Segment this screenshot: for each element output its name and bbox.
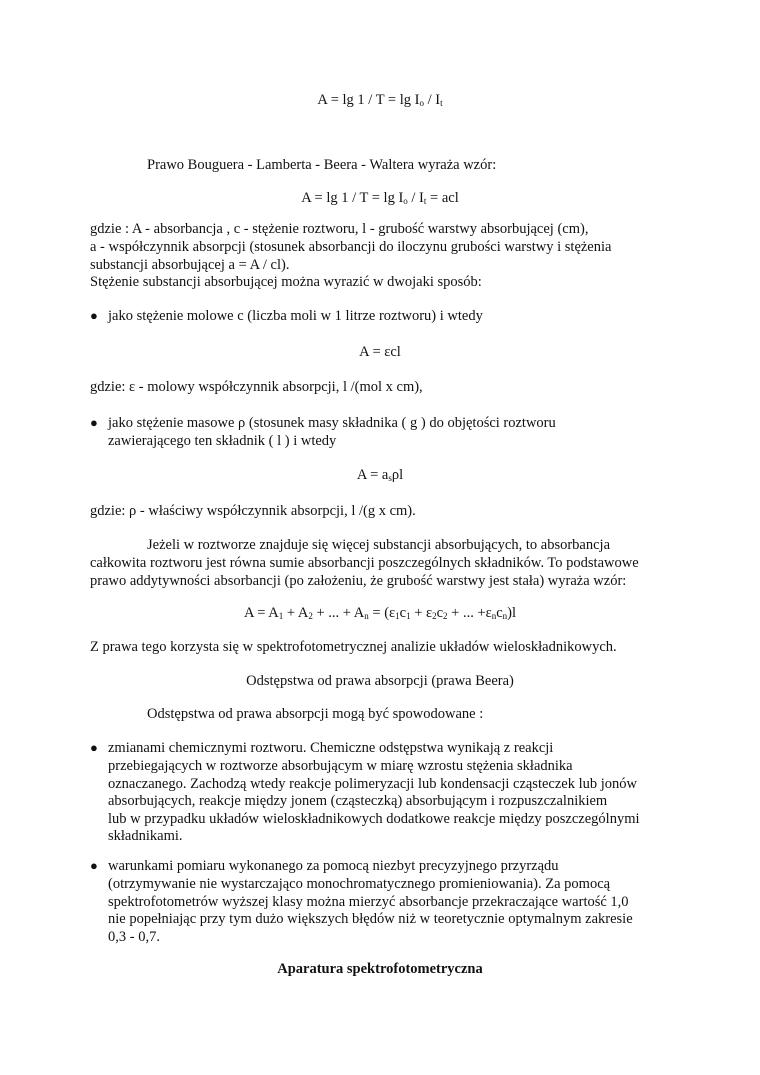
section-heading: Aparatura spektrofotometryczna <box>277 961 483 977</box>
bullet-measurement-conditions-cont: spektrofotometrów wyższej klasy można mierzyć absorbancje przekraczające wartość 1,0 <box>108 894 629 910</box>
bullet-icon: ● <box>90 858 98 873</box>
bullet-icon: ● <box>90 740 98 755</box>
bullet-icon: ● <box>90 415 98 430</box>
bullet-measurement-conditions: warunkami pomiaru wykonanego za pomocą niezbyt precyzyjnego przyrządu <box>108 858 559 874</box>
definition-epsilon: gdzie: ε - molowy współczynnik absorpcji, l /(mol x cm), <box>90 379 423 395</box>
bullet-chemical-changes-cont: składnikami. <box>108 828 183 844</box>
formula-absorbance-transmittance: $A = \lg 1 / T = \lg I_o / I_t$ <box>317 92 443 108</box>
bullet-measurement-conditions-cont: nie popełniając przy tym dużo większych błędów niż w teoretycznie optymalnym zakresie <box>108 911 633 927</box>
bullet-chemical-changes-cont: absorbujących, reakcje między jonem (cząsteczką) absorbującym i rozpuszczalnikiem <box>108 793 608 809</box>
formula-additivity: $A = A_1 + A_2$ + ... + $A_n = (\varepsilon_1c_1 + \varepsilon_2c_2$ + ... $+\varepsilon_nc_n)l$ <box>243 605 517 621</box>
additivity-paragraph-line: prawo addytywności absorbancji (po założeniu, że grubość warstwy jest stała) wyraża wzór: <box>90 573 627 589</box>
definition-line: gdzie : A - absorbancja , c - stężenie roztworu, l - grubość warstwy absorbującej (cm), <box>90 221 589 237</box>
definition-line: substancji absorbującej a = A / cl). <box>90 257 290 273</box>
additivity-paragraph-line: Jeżeli w roztworze znajduje się więcej substancji absorbujących, to absorbancja <box>147 537 611 553</box>
bullet-chemical-changes-cont: przebiegających w roztworze absorbującym w miarę wzrostu stężenia składnika <box>108 758 573 774</box>
bullet-chemical-changes-cont: oznaczanego. Zachodzą wtedy reakcje polimeryzacji lub kondensacji cząsteczek lub jonów <box>108 776 638 792</box>
formula-mass: $A = a_s\rho l$ <box>356 467 404 483</box>
deviations-title: Odstępstwa od prawa absorpcji (prawa Beera) <box>246 673 514 689</box>
law-intro: Prawo Bouguera - Lamberta - Beera - Waltera wyraża wzór: <box>147 157 497 173</box>
formula-molar: A = εcl <box>359 344 401 360</box>
bullet-measurement-conditions-cont: 0,3 - 0,7. <box>108 929 160 945</box>
definition-line: a - współczynnik absorpcji (stosunek absorbancji do iloczynu grubości warstwy i stężenia <box>90 239 612 255</box>
bullet-chemical-changes-cont: lub w przypadku układów wieloskładnikowych dodatkowe reakcje między poszczególnymi <box>108 811 640 827</box>
bullet-chemical-changes: zmianami chemicznymi roztworu. Chemiczne odstępstwa wynikają z reakcji <box>108 740 554 756</box>
bullet-mass-concentration: jako stężenie masowe ρ (stosunek masy składnika ( g ) do objętości roztworu <box>108 415 556 431</box>
multi-component-note: Z prawa tego korzysta się w spektrofotometrycznej analizie układów wieloskładnikowych. <box>90 639 617 655</box>
additivity-paragraph-line: całkowita roztworu jest równa sumie absorbancji poszczególnych składników. To podstawowe <box>90 555 639 571</box>
deviations-intro: Odstępstwa od prawa absorpcji mogą być spowodowane : <box>147 706 484 722</box>
bullet-molar-concentration: jako stężenie molowe c (liczba moli w 1 litrze roztworu) i wtedy <box>108 308 483 324</box>
bullet-mass-concentration-cont: zawierającego ten składnik ( l ) i wtedy <box>108 433 337 449</box>
formula-beer-lambert: $A = \lg 1 / T = \lg I_o / I_t$ = acl <box>301 190 459 206</box>
definition-rho: gdzie: ρ - właściwy współczynnik absorpcji, l /(g x cm). <box>90 503 416 519</box>
bullet-measurement-conditions-cont: (otrzymywanie nie wystarczająco monochromatycznego promieniowania). Za pomocą <box>108 876 611 892</box>
bullet-icon: ● <box>90 308 98 323</box>
definition-line: Stężenie substancji absorbującej można wyrazić w dwojaki sposób: <box>90 274 482 290</box>
